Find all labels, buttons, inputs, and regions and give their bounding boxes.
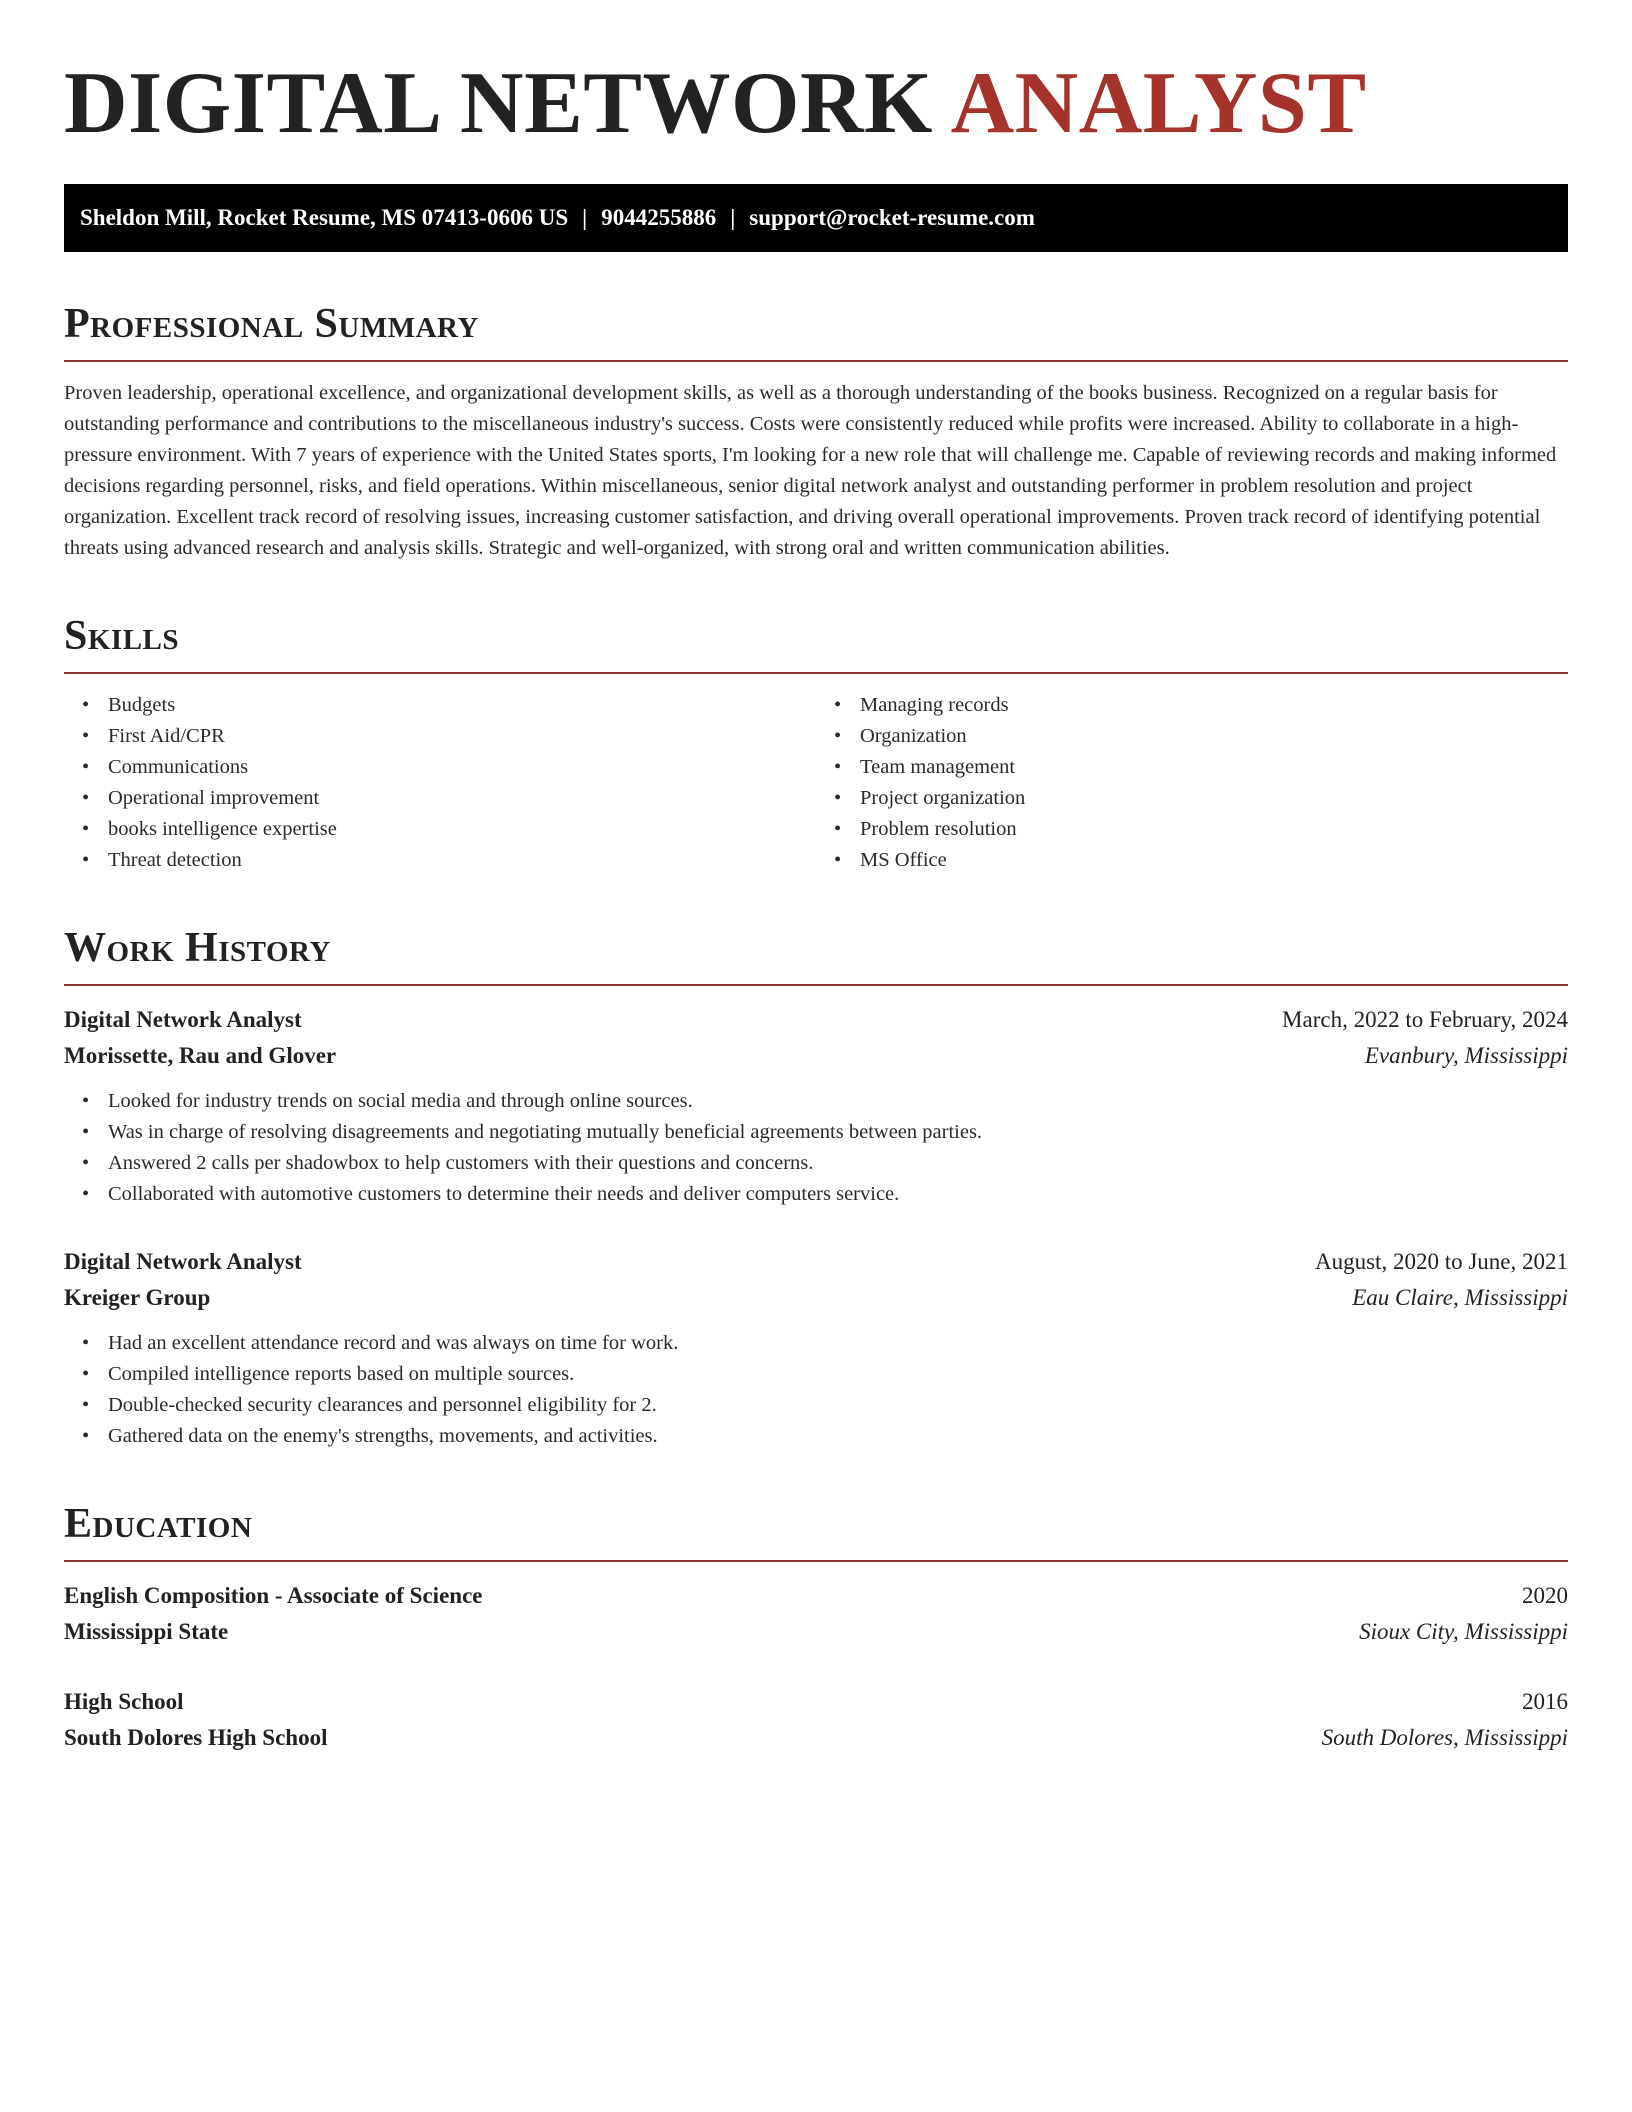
job-bullet: • Double-checked security clearances and personnel eligibility for 2.	[108, 1390, 1568, 1421]
skill-item: • Team management	[860, 752, 1568, 783]
skill-item: • Threat detection	[108, 845, 816, 876]
title-main: DIGITAL NETWORK	[64, 55, 933, 152]
job-bullet: • Compiled intelligence reports based on multiple sources.	[108, 1359, 1568, 1390]
education-location: Sioux City, Mississippi	[1359, 1619, 1568, 1644]
job-location: Eau Claire, Mississippi	[1352, 1285, 1568, 1310]
skill-item: • Organization	[860, 721, 1568, 752]
job-bullet: • Collaborated with automotive customers to determine their needs and deliver computers service.	[108, 1179, 1568, 1210]
skill-item: • Managing records	[860, 690, 1568, 721]
job-bullet: • Looked for industry trends on social media and through online sources.	[108, 1086, 1568, 1117]
job-entry	[64, 1244, 1568, 1452]
education-degree: English Composition - Associate of Science	[64, 1583, 483, 1608]
education-heading: Education	[64, 1501, 253, 1547]
job-title: Digital Network Analyst	[64, 1007, 302, 1032]
contact-email: support@rocket-resume.com	[749, 205, 1035, 230]
job-company: Kreiger Group	[64, 1285, 211, 1310]
contact-address: Sheldon Mill, Rocket Resume, MS 07413-0606 US	[80, 205, 569, 230]
contact-bar	[64, 184, 1568, 252]
skill-item: • First Aid/CPR	[108, 721, 816, 752]
skills-column-right	[816, 690, 1568, 876]
work-history-heading: Work History	[64, 925, 331, 971]
job-dates: March, 2022 to February, 2024	[1282, 1007, 1568, 1032]
skills-list	[64, 690, 1568, 876]
job-location: Evanbury, Mississippi	[1364, 1043, 1568, 1068]
job-bullet: • Gathered data on the enemy's strengths, movements, and activities.	[108, 1421, 1568, 1452]
skills-heading: Skills	[64, 613, 180, 659]
summary-heading: Professional Summary	[64, 301, 479, 347]
education-year: 2020	[1522, 1583, 1568, 1608]
skill-item: • Problem resolution	[860, 814, 1568, 845]
education-school: South Dolores High School	[64, 1725, 328, 1750]
skill-item: • books intelligence expertise	[108, 814, 816, 845]
skill-item: • Operational improvement	[108, 783, 816, 814]
job-bullet: • Answered 2 calls per shadowbox to help customers with their questions and concerns.	[108, 1148, 1568, 1179]
job-bullet: • Was in charge of resolving disagreements and negotiating mutually beneficial agreements between parties.	[108, 1117, 1568, 1148]
contact-separator: |	[582, 205, 588, 230]
skill-item: • Project organization	[860, 783, 1568, 814]
job-dates: August, 2020 to June, 2021	[1315, 1249, 1568, 1274]
skill-item: • Communications	[108, 752, 816, 783]
resume-title	[64, 56, 1568, 152]
section-divider	[64, 672, 1568, 674]
section-divider	[64, 984, 1568, 986]
education-entry	[64, 1578, 1568, 1650]
skill-item: • MS Office	[860, 845, 1568, 876]
job-bullets	[64, 1086, 1568, 1210]
job-bullets	[64, 1328, 1568, 1452]
job-entry	[64, 1002, 1568, 1210]
education-degree: High School	[64, 1689, 184, 1714]
education-year: 2016	[1522, 1689, 1568, 1714]
contact-separator: |	[730, 205, 736, 230]
title-accent: ANALYST	[950, 55, 1367, 152]
job-company: Morissette, Rau and Glover	[64, 1043, 337, 1068]
section-divider	[64, 360, 1568, 362]
education-entry	[64, 1684, 1568, 1756]
section-divider	[64, 1560, 1568, 1562]
job-bullet: • Had an excellent attendance record and was always on time for work.	[108, 1328, 1568, 1359]
skills-column-left	[64, 690, 816, 876]
education-school: Mississippi State	[64, 1619, 229, 1644]
skill-item: • Budgets	[108, 690, 816, 721]
contact-phone: 9044255886	[601, 205, 717, 230]
summary-text: Proven leadership, operational excellence, and organizational development skills, as well as a thorough understanding of the books business. Recognized on a regular basis for outstanding performance and contributions to the miscellaneous industry's success. Costs were consistently reduced while profits were increased. Ability to collaborate in a high-pressure environment. With 7 years of experience with the United States sports, I'm looking for a new role that will challenge me. Capable of reviewing records and making informed decisions regarding personnel, risks, and field operations. Within miscellaneous, senior digital network analyst and outstanding performer in problem resolution and project organization. Excellent track record of resolving issues, increasing customer satisfaction, and driving overall operational improvements. Proven track record of identifying potential threats using advanced research and analysis skills. Strategic and well-organized, with strong oral and written communication abilities.	[64, 382, 1557, 559]
education-location: South Dolores, Mississippi	[1321, 1725, 1568, 1750]
job-title: Digital Network Analyst	[64, 1249, 302, 1274]
